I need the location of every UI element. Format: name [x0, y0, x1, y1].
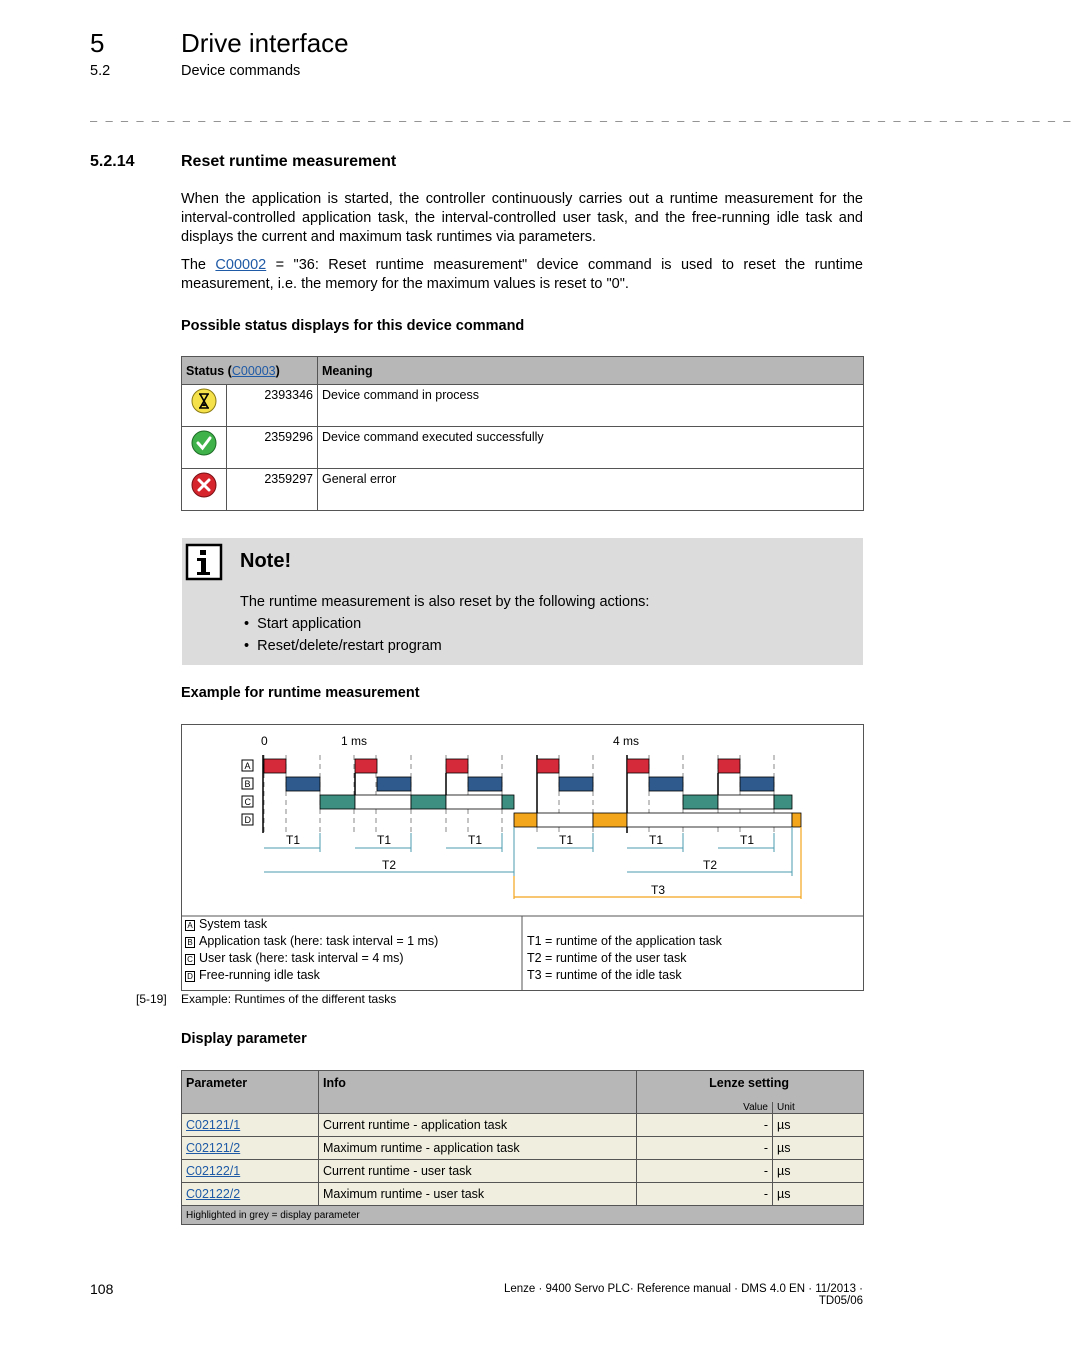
label-t1: T1: [377, 833, 392, 847]
param-unit: µs: [773, 1160, 864, 1183]
param-value: -: [637, 1114, 773, 1137]
label-t1: T1: [286, 833, 301, 847]
info-icon: [186, 544, 222, 580]
time-label-4ms: 4 ms: [613, 734, 640, 748]
status-meaning: Device command executed successfully: [318, 427, 864, 469]
legend-right: [527, 933, 722, 984]
figure-caption: Example: Runtimes of the different tasks: [181, 992, 397, 1006]
label-t3: T3: [651, 883, 666, 897]
status-row: [182, 427, 864, 469]
chapter-number: 5: [90, 28, 105, 58]
param-value: -: [637, 1137, 773, 1160]
note-bullet: • Start application: [240, 616, 362, 632]
c00002-link[interactable]: C00002: [215, 257, 267, 273]
legend-item: T1 = runtime of the application task: [527, 934, 722, 948]
note-intro: The runtime measurement is also reset by the following actions:: [240, 594, 650, 610]
hourglass-icon: [191, 388, 217, 414]
label-t2: T2: [703, 858, 718, 872]
heading-title: Reset runtime measurement: [181, 153, 397, 170]
figure-caption-number: [5-19]: [136, 992, 167, 1006]
table-row: [182, 1137, 864, 1160]
param-info: Current runtime - user task: [319, 1160, 637, 1183]
section-number: 5.2: [90, 63, 111, 79]
param-link[interactable]: C02121/2: [186, 1141, 241, 1155]
c00003-link[interactable]: C00003: [231, 363, 276, 378]
param-value: -: [637, 1160, 773, 1183]
status-code: 2393346: [227, 385, 318, 427]
row-letter-a: A: [244, 761, 251, 771]
table-footnote: Highlighted in grey = display parameter: [182, 1206, 864, 1225]
heading-number: 5.2.14: [90, 153, 135, 170]
error-icon: [191, 472, 217, 498]
intro-paragraph-2: [181, 256, 863, 294]
chapter-title: Drive interface: [181, 28, 349, 58]
intro-text: The: [181, 257, 216, 273]
time-label-1ms: 1 ms: [341, 734, 368, 748]
meaning-column-header: Meaning: [318, 357, 864, 385]
status-section-title: Possible status displays for this device command: [181, 318, 525, 334]
status-column-header: Status (C00003): [182, 357, 318, 385]
status-row: [182, 385, 864, 427]
status-code: 2359296: [227, 427, 318, 469]
status-table: [181, 356, 864, 511]
label-t1: T1: [468, 833, 483, 847]
legend-item: B Application task (here: task interval = 1 ms): [185, 933, 438, 950]
legend-item: T3 = runtime of the idle task: [527, 968, 682, 982]
legend-item: D Free-running idle task: [185, 967, 438, 984]
note-title: Note!: [240, 550, 292, 572]
row-letter-d: D: [244, 815, 251, 825]
param-unit: µs: [773, 1183, 864, 1206]
legend-left: [185, 916, 438, 984]
label-t1: T1: [740, 833, 755, 847]
legend-item: A System task: [185, 916, 438, 933]
parameter-column-header: Parameter: [182, 1071, 319, 1114]
note-text: [240, 591, 649, 657]
application-task-bars: [286, 777, 774, 791]
unit-subheader: Unit: [777, 1102, 795, 1113]
section-title: Device commands: [181, 63, 301, 79]
param-info: Maximum runtime - user task: [319, 1183, 637, 1206]
info-column-header: Info: [319, 1071, 637, 1114]
param-unit: µs: [773, 1137, 864, 1160]
row-letter-b: B: [244, 779, 251, 789]
param-link[interactable]: C02121/1: [186, 1118, 241, 1132]
page-number: 108: [90, 1281, 114, 1297]
intro-paragraph-1: When the application is started, the controller continuously carries out a runtime measurement for the interval-controlled application task, the interval-controlled user task, and the free-running idle task and displays the current and maximum task runtimes via parameters.: [181, 191, 863, 245]
example-title: Example for runtime measurement: [181, 685, 420, 701]
label-t1: T1: [649, 833, 664, 847]
check-icon: [191, 430, 217, 456]
param-link[interactable]: C02122/2: [186, 1187, 241, 1201]
label-t1: T1: [559, 833, 574, 847]
intro-text: = "36: Reset runtime measurement" device command is used to reset the runtime measurement, i.e. the memory for the maximum values is reset to "0".: [181, 257, 863, 292]
param-info: Current runtime - application task: [319, 1114, 637, 1137]
param-link[interactable]: C02122/1: [186, 1164, 241, 1178]
status-code: 2359297: [227, 469, 318, 511]
parameter-table: [181, 1070, 864, 1225]
legend-item: T2 = runtime of the user task: [527, 951, 687, 965]
display-param-title: Display parameter: [181, 1031, 307, 1047]
table-row: [182, 1160, 864, 1183]
table-row: [182, 1183, 864, 1206]
row-letter-c: C: [244, 797, 251, 807]
param-info: Maximum runtime - application task: [319, 1137, 637, 1160]
footer-text: Lenze · 9400 Servo PLC· Reference manual · DMS 4.0 EN · 11/2013 · TD05/06: [503, 1283, 863, 1307]
value-subheader: Value: [637, 1102, 773, 1113]
lenze-setting-header: Lenze setting Value Unit: [637, 1071, 864, 1114]
status-meaning: Device command in process: [318, 385, 864, 427]
idle-task-bars: [514, 813, 801, 827]
legend-item: C User task (here: task interval = 4 ms): [185, 950, 438, 967]
param-unit: µs: [773, 1114, 864, 1137]
param-value: -: [637, 1183, 773, 1206]
note-bullet: • Reset/delete/restart program: [240, 638, 442, 654]
user-task-bars: [320, 795, 792, 809]
time-label-0: 0: [261, 734, 268, 748]
header-separator: _ _ _ _ _ _ _ _ _ _ _ _ _ _ _ _ _ _ _ _ _ _ _ _ _ _ _ _ _ _ _ _ _ _ _ _ _ _ _ _ _ _ _ _ _ _ _ _ _ _ _ _ _ _ _ _ _ _ _ _ _ _ _ _: [90, 108, 1071, 122]
label-t2: T2: [382, 858, 397, 872]
status-row: [182, 469, 864, 511]
table-row: [182, 1114, 864, 1137]
status-meaning: General error: [318, 469, 864, 511]
